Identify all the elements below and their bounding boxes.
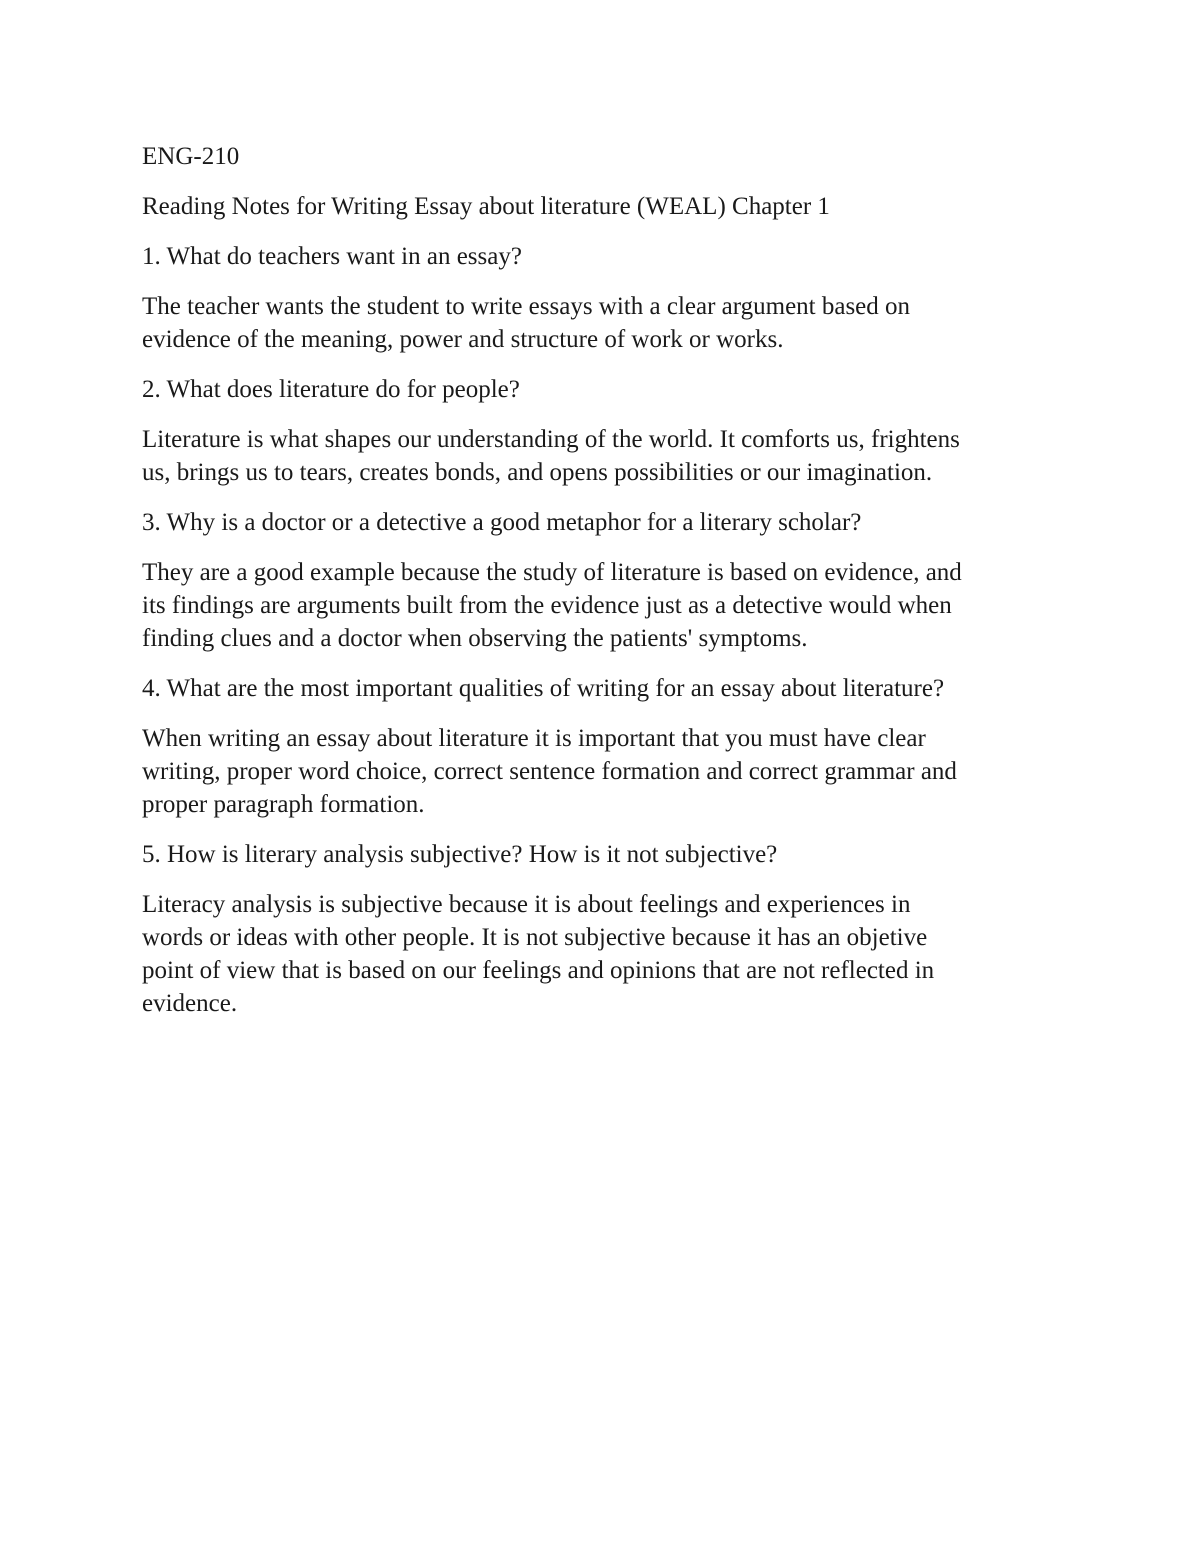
- answer-4-line-1: When writing an essay about literature it is important that you must have clear: [142, 725, 926, 752]
- course-code: ENG-210: [142, 143, 240, 170]
- answer-3-line-2: its findings are arguments built from the evidence just as a detective would when: [142, 592, 952, 619]
- question-4: 4. What are the most important qualities of writing for an essay about literature?: [142, 675, 945, 702]
- answer-1-line-1: The teacher wants the student to write essays with a clear argument based on: [142, 293, 911, 320]
- answer-4: [142, 722, 1062, 821]
- answer-2-line-2: us, brings us to tears, creates bonds, and opens possibilities or our imagination.: [142, 459, 933, 486]
- document-heading: Reading Notes for Writing Essay about literature (WEAL) Chapter 1: [142, 193, 830, 220]
- answer-5-line-3: point of view that is based on our feelings and opinions that are not reflected in: [142, 957, 935, 984]
- question-1: 1. What do teachers want in an essay?: [142, 243, 522, 270]
- answer-1-line-2: evidence of the meaning, power and structure of work or works.: [142, 326, 784, 353]
- answer-2: [142, 423, 1062, 489]
- answer-3-line-3: finding clues and a doctor when observing the patients' symptoms.: [142, 625, 808, 652]
- answer-4-line-2: writing, proper word choice, correct sentence formation and correct grammar and: [142, 758, 957, 785]
- answer-5-line-1: Literacy analysis is subjective because it is about feelings and experiences in: [142, 891, 911, 918]
- question-3: 3. Why is a doctor or a detective a good metaphor for a literary scholar?: [142, 509, 862, 536]
- answer-3-line-1: They are a good example because the study of literature is based on evidence, and: [142, 559, 962, 586]
- question-2: 2. What does literature do for people?: [142, 376, 520, 403]
- answer-5-line-2: words or ideas with other people. It is not subjective because it has an objetive: [142, 924, 928, 951]
- answer-5: [142, 888, 1062, 1020]
- question-5: 5. How is literary analysis subjective? How is it not subjective?: [142, 841, 778, 868]
- answer-1: [142, 290, 1062, 356]
- answer-5-line-4: evidence.: [142, 990, 238, 1017]
- answer-2-line-1: Literature is what shapes our understanding of the world. It comforts us, frightens: [142, 426, 960, 453]
- document-body: [142, 140, 1062, 1037]
- answer-3: [142, 556, 1062, 655]
- answer-4-line-3: proper paragraph formation.: [142, 791, 425, 818]
